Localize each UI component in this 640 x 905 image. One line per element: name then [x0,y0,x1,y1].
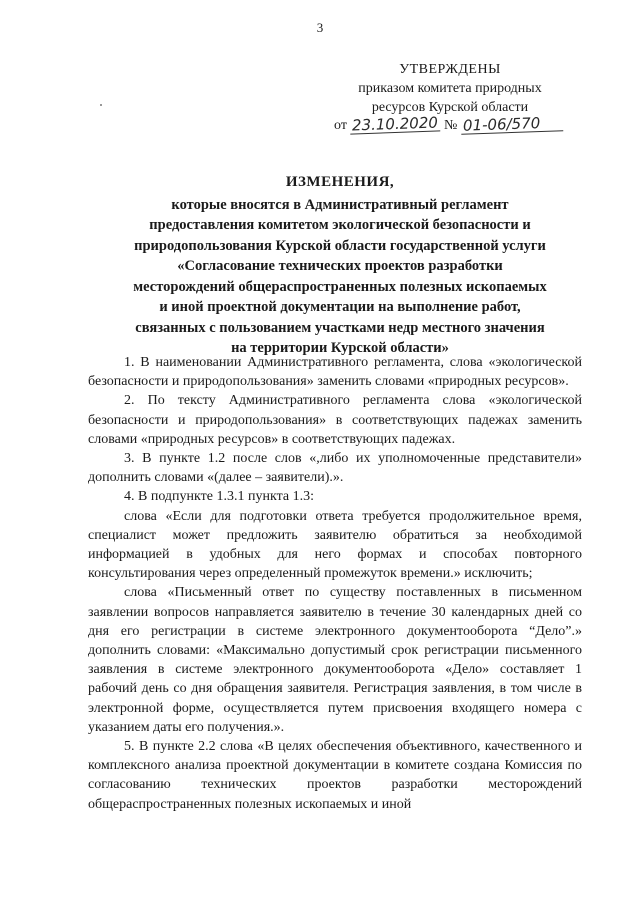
paragraph-4a: слова «Если для подготовки ответа требуется продолжительное время, специалист может предложить заявителю обратиться за необходимой информацией в удобных для него формах и способах повторного консультирования через определенный промежуток времени.» исключить; [88,508,582,582]
approval-line-1: приказом комитета природных [358,81,542,96]
heading-line: связанных с пользованием участками недр местного значения [135,319,545,336]
paragraph-1: 1. В наименовании Административного регламента, слова «экологической безопасности и природопользования» заменить словами «природных ресурсов». [88,355,582,390]
heading-line: и иной проектной документации на выполнение работ, [159,299,521,315]
paragraph-4b: слова «Письменный ответ по существу поставленных в письменном заявлении вопросов направляется заявителю в течение 30 календарных дней со дня его регистрации в системе электронного документооборота “Дело”.» дополнить словами: «Максимально допустимый срок регистрации письменного заявления в системе электронного документооборота «Дело» составляет 1 рабочий день со дня обращения заявителя. Регистрация заявления, в том числе в электронной форме, осуществляется путем присвоения входящего номера с указанием даты его получения.». [88,585,582,735]
document-body [88,353,582,814]
handwritten-number: 01-06/570 [461,114,564,135]
approval-line-2: ресурсов Курской области [371,100,529,115]
heading-line: на территории Курской области» [231,340,449,356]
number-label: № [443,118,458,133]
heading-line: месторождений общераспространенных полезных ископаемых [133,278,547,295]
order-date-number [334,113,584,135]
heading-line: природопользования Курской области государственной услуги [134,237,546,254]
document-heading [60,172,620,359]
page-number: 3 [316,20,324,35]
heading-line: предоставления комитетом экологической безопасности и [149,217,531,233]
from-label: от [334,118,347,133]
heading-line: «Согласование технических проектов разработки [177,258,503,274]
scan-speck [100,104,102,106]
paragraph-4: 4. В подпункте 1.3.1 пункта 1.3: [124,489,314,505]
heading-line: которые вносятся в Административный регламент [171,196,509,213]
paragraph-5: 5. В пункте 2.2 слова «В целях обеспечения объективного, качественного и комплексного анализа проектной документации в комитете создана Комиссия по согласованию технических проектов разработки месторождений общераспространенных полезных ископаемых и иной [88,739,582,812]
handwritten-date: 23.10.2020 [350,114,441,134]
approval-block [330,60,570,117]
approval-title: УТВЕРЖДЕНЫ [399,62,501,77]
paragraph-2: 2. По тексту Административного регламента слова «экологической безопасности и природопользования» в соответствующих падежах заменить словами «природных ресурсов» в соответствующих падежах. [88,393,582,447]
paragraph-3: 3. В пункте 1.2 после слов «,либо их уполномоченные представители» дополнить словами «(далее – заявители).». [88,451,582,486]
heading-title: ИЗМЕНЕНИЯ, [285,174,395,190]
